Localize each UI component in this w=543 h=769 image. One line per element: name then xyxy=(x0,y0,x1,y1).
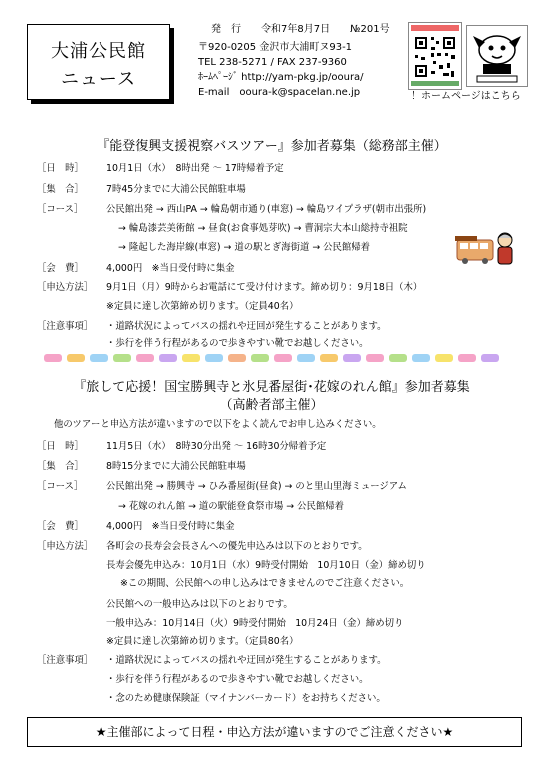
tour2-apply-6: ※定員に達し次第締め切ります。（定員80名） xyxy=(106,636,299,647)
tour2-organizer: （高齢者部主催） xyxy=(219,398,324,413)
tour2-meet-label: ［集 合］ xyxy=(37,461,84,472)
tour2-notes-3: ・念のため健康保険証（マイナンバーカード）をお持ちください。 xyxy=(106,693,386,704)
tour1-course-label: ［コース］ xyxy=(37,204,84,215)
bus-icon xyxy=(205,354,223,362)
tour1-meet-label: ［集 合］ xyxy=(37,184,84,195)
tour2-meet: 8時15分までに大浦公民館駐車場 xyxy=(106,461,246,472)
tour2-course-label: ［コース］ xyxy=(37,481,84,492)
masthead-box xyxy=(27,24,170,100)
tour1-course-2: → 輪島漆芸美術館 → 昼食(お食事処芽吹) → 曹洞宗大本山総持寺祖院 xyxy=(118,223,408,234)
tour1-date: 10月1日（水） 8時出発 ～ 17時帰着予定 xyxy=(106,163,284,174)
bus-icon xyxy=(458,354,476,362)
bus-icon xyxy=(136,354,154,362)
tour2-notes-2: ・歩行を伴う行程があるので歩きやすい靴でお越しください。 xyxy=(106,674,369,685)
tour2-fee-label: ［会 費］ xyxy=(37,521,84,532)
tour2-apply-label: ［申込方法］ xyxy=(37,541,94,552)
address: 金沢市大浦町ヌ93-1 xyxy=(259,42,353,53)
homepage-link[interactable]: ﾎｰﾑﾍﾟｰｼﾞ http://yam-pkg.jp/ooura/ xyxy=(198,72,364,83)
bus-icon xyxy=(90,354,108,362)
masthead-subtitle: ニュース xyxy=(60,69,137,90)
tour1-course-3: → 隆起した海岸線(車窓) → 道の駅とぎ海街道 → 公民館帰着 xyxy=(118,242,371,253)
tour2-meet-row xyxy=(0,460,543,474)
bus-icon xyxy=(481,354,499,362)
bus-icon xyxy=(320,354,338,362)
masthead-title: 大浦公民館 xyxy=(51,41,146,62)
bus-icon xyxy=(67,354,85,362)
tour2-title: 『旅して応援！国宝勝興寺と氷見番屋街･花嫁のれん館』参加者募集 xyxy=(73,380,470,395)
issue-line: 発 行 令和7年8月7日 №201号 xyxy=(211,24,390,35)
tour2-intro: 他のツアーと申込方法が違いますので以下をよく読んでお申し込みください。 xyxy=(54,419,382,430)
tour1-fee-row xyxy=(0,262,543,276)
email-link[interactable]: E-mail ooura-k@spacelan.ne.jp xyxy=(198,87,361,98)
tour1-title: 『能登復興支援視察バスツアー』参加者募集（総務部主催） xyxy=(96,139,447,154)
tour2-course-1: 公民館出発 → 勝興寺 → ひみ番屋街(昼食) → のと里山里海ミュージアム xyxy=(106,481,407,492)
tour2-fee-row xyxy=(0,520,543,534)
tour2-apply-1: 各町会の長寿会会長さんへの優先申込みは以下のとおりです。 xyxy=(106,541,368,552)
bus-icon xyxy=(412,354,430,362)
bus-icon xyxy=(228,354,246,362)
phone-line: TEL 238-5271 / FAX 237-9360 xyxy=(198,57,347,68)
tour1-apply-row xyxy=(0,281,543,295)
tour1-notes-2: ・歩行を伴う行程があるので歩きやすい靴でお越しください。 xyxy=(106,338,369,349)
tour2-date: 11月5日（水） 8時30分出発 ～ 16時30分帰着予定 xyxy=(106,441,327,452)
tour2-course-2: → 花嫁のれん館 → 道の駅能登食祭市場 → 公民館帰着 xyxy=(118,501,344,512)
tour2-date-label: ［日 時］ xyxy=(37,441,84,452)
bus-icon xyxy=(159,354,177,362)
homepage-note: ！ホームページはこちら xyxy=(411,91,521,102)
tour1-fee: 4,000円 ※当日受付時に集金 xyxy=(106,263,235,274)
tour1-notes-row xyxy=(0,320,543,334)
tour2-apply-3: ※この期間、公民館への申し込みはできませんのでご注意ください。 xyxy=(120,578,410,589)
bus-icon xyxy=(113,354,131,362)
tour1-notes-label: ［注意事項］ xyxy=(37,321,94,332)
tour1-notes-1: ・道路状況によってバスの揺れや迂回が発生することがあります。 xyxy=(106,321,387,332)
bus-icon xyxy=(389,354,407,362)
tour1-date-label: ［日 時］ xyxy=(37,163,84,174)
bus-icon xyxy=(274,354,292,362)
tour2-apply-4: 公民館への一般申込みは以下のとおりです。 xyxy=(106,599,293,610)
tour1-date-row xyxy=(0,162,543,176)
bus-icon xyxy=(182,354,200,362)
tour1-apply-1: 9月1日（月）9時からお電話にて受け付けます。締め切り：9月18日（木） xyxy=(106,282,423,293)
tour2-notes-label: ［注意事項］ xyxy=(37,655,94,666)
tour1-meet-row xyxy=(0,183,543,197)
bus-icon xyxy=(251,354,269,362)
mascot-image xyxy=(466,25,528,87)
bus-icon xyxy=(44,354,62,362)
tour2-apply-row xyxy=(0,540,543,554)
tour2-fee: 4,000円 ※当日受付時に集金 xyxy=(106,521,235,532)
footer-notice: ★主催部によって日程・申込方法が違いますのでご注意ください★ xyxy=(27,717,522,747)
tour2-course-row xyxy=(0,480,543,494)
tour1-meet: 7時45分までに大浦公民館駐車場 xyxy=(106,184,246,195)
tour1-course-row xyxy=(0,203,543,217)
tour2-apply-2: 長寿会優先申込み：10月1日（水）9時受付開始 10月10日（金）締め切り xyxy=(106,560,426,571)
bus-divider xyxy=(44,354,504,364)
tour2-date-row xyxy=(0,440,543,454)
bus-icon xyxy=(297,354,315,362)
tour2-notes-row xyxy=(0,654,543,668)
qr-code[interactable] xyxy=(408,22,462,90)
tour1-course-1: 公民館出発 → 西山PA → 輪島朝市通り(車窓) → 輪島ワイプラザ(朝市出張所) xyxy=(106,204,427,215)
tour1-apply-label: ［申込方法］ xyxy=(37,282,94,293)
postal-code: 〒920-0205 xyxy=(198,42,257,53)
bus-icon xyxy=(435,354,453,362)
address-line xyxy=(198,40,352,55)
tour1-apply-2: ※定員に達し次第締め切ります。（定員40名） xyxy=(106,301,299,312)
tour2-notes-1: ・道路状況によってバスの揺れや迂回が発生することがあります。 xyxy=(106,655,387,666)
tour1-fee-label: ［会 費］ xyxy=(37,263,84,274)
tour2-apply-5: 一般申込み：10月14日（火）9時受付開始 10月24日（金）締め切り xyxy=(106,618,404,629)
bus-icon xyxy=(343,354,361,362)
bus-icon xyxy=(366,354,384,362)
